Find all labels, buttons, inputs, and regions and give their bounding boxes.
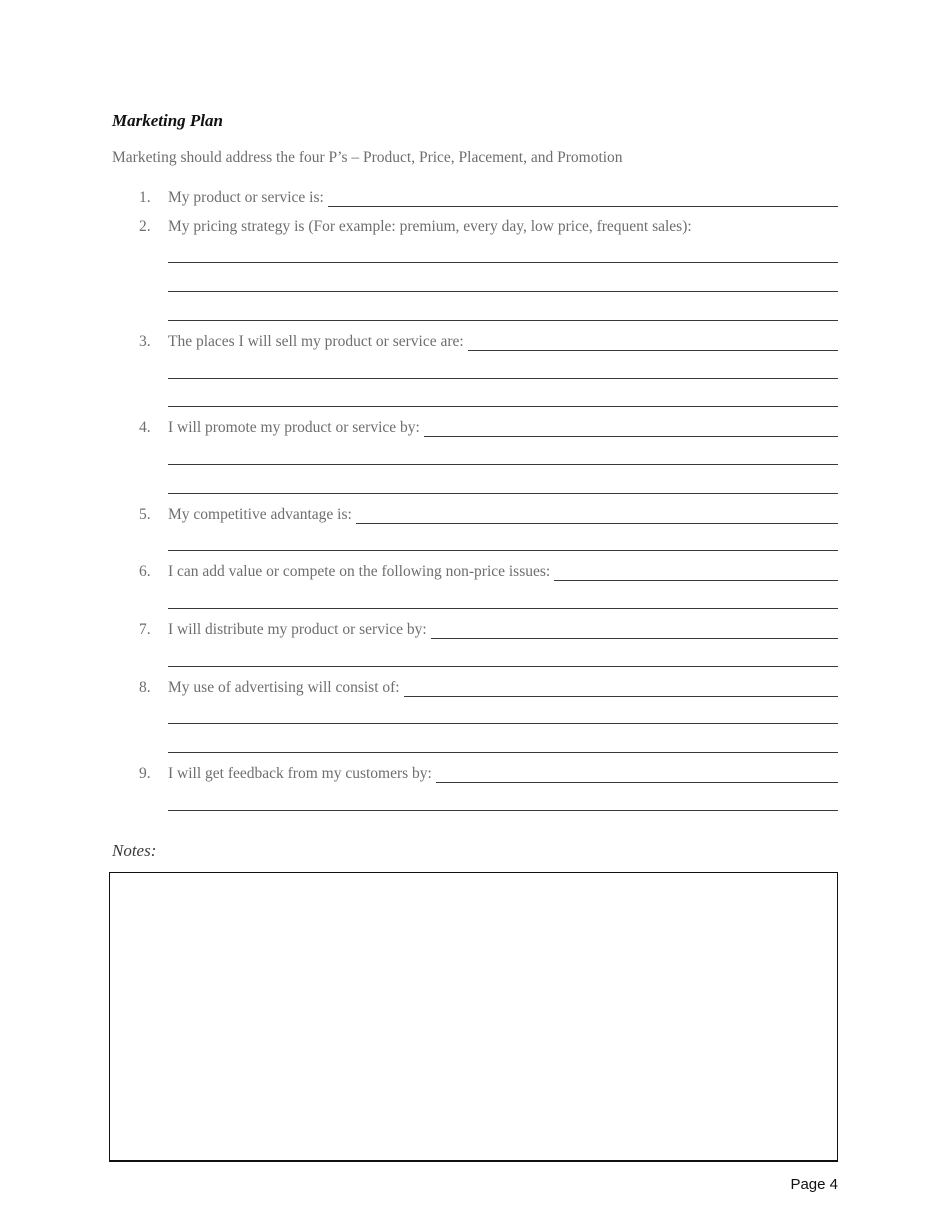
answer-line[interactable] <box>168 291 838 292</box>
question-number: 6. <box>139 563 151 580</box>
question-text: The places I will sell my product or service are: <box>168 333 468 351</box>
question-3 <box>0 333 950 353</box>
intro-text: Marketing should address the four P’s – Product, Price, Placement, and Promotion <box>112 149 623 166</box>
answer-line[interactable] <box>168 550 838 551</box>
question-text: My product or service is: <box>168 189 328 207</box>
question-9 <box>0 765 950 785</box>
page-number: Page 4 <box>790 1176 838 1193</box>
question-2 <box>0 218 950 238</box>
answer-line[interactable] <box>168 406 838 407</box>
answer-line[interactable] <box>168 464 838 465</box>
answer-line[interactable] <box>168 320 838 321</box>
question-text: My pricing strategy is (For example: premium, every day, low price, frequent sales): <box>168 218 696 236</box>
answer-line[interactable] <box>168 723 838 724</box>
answer-line[interactable] <box>168 378 838 379</box>
question-number: 2. <box>139 218 151 235</box>
question-number: 7. <box>139 621 151 638</box>
question-text: My competitive advantage is: <box>168 506 356 524</box>
answer-line[interactable] <box>168 262 838 263</box>
question-text: My use of advertising will consist of: <box>168 679 404 697</box>
answer-line[interactable] <box>168 666 838 667</box>
answer-line[interactable] <box>168 752 838 753</box>
question-text: I will distribute my product or service by: <box>168 621 431 639</box>
answer-line[interactable] <box>168 810 838 811</box>
question-text: I can add value or compete on the following non-price issues: <box>168 563 554 581</box>
question-6 <box>0 563 950 583</box>
question-text: I will get feedback from my customers by: <box>168 765 436 783</box>
question-number: 5. <box>139 506 151 523</box>
question-1 <box>0 189 950 209</box>
question-8 <box>0 679 950 699</box>
question-number: 1. <box>139 189 151 206</box>
answer-line[interactable] <box>168 608 838 609</box>
question-number: 4. <box>139 419 151 436</box>
question-text: I will promote my product or service by: <box>168 419 424 437</box>
answer-line[interactable] <box>168 493 838 494</box>
question-number: 8. <box>139 679 151 696</box>
question-7 <box>0 621 950 641</box>
page-title: Marketing Plan <box>112 111 223 130</box>
question-number: 9. <box>139 765 151 782</box>
question-4 <box>0 419 950 439</box>
question-number: 3. <box>139 333 151 350</box>
notes-label: Notes: <box>112 841 157 860</box>
question-5 <box>0 506 950 526</box>
notes-box[interactable] <box>109 872 838 1162</box>
